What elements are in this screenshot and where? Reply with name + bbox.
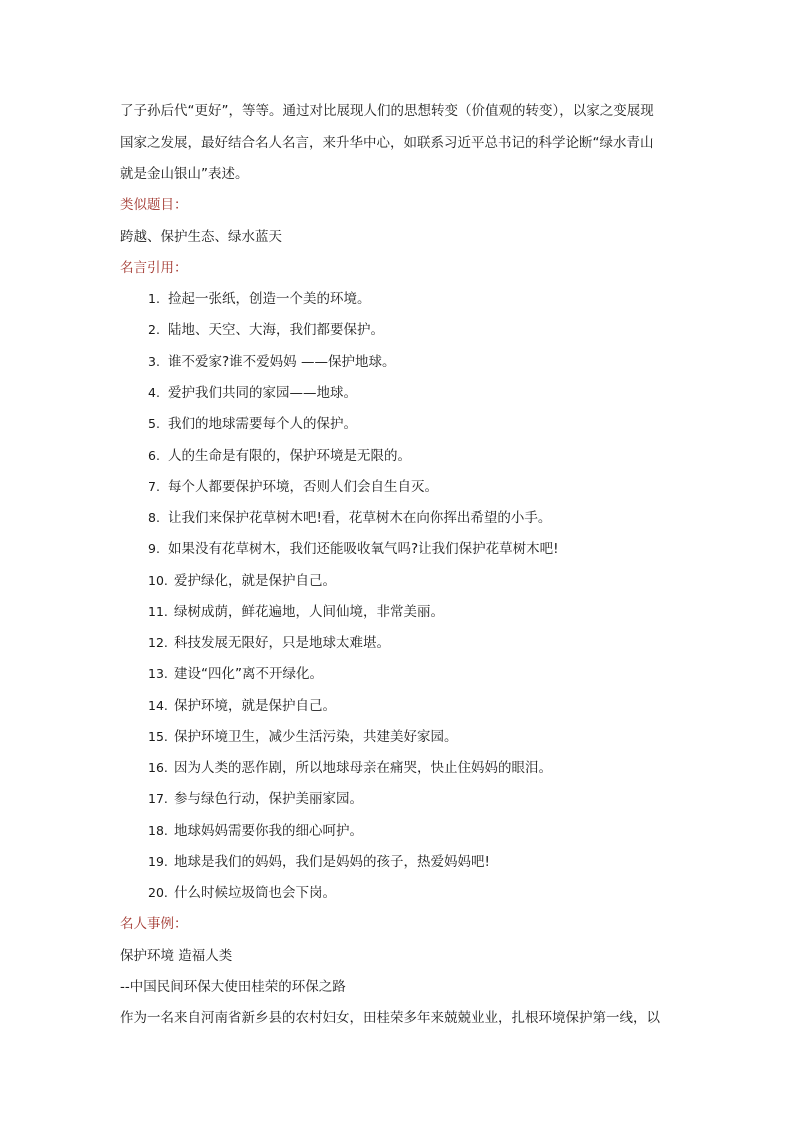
example-subtitle: --中国民间环保大使田桂荣的环保之路 [120, 979, 346, 995]
list-item: 7. 每个人都要保护环境，否则人们会自生自灭。 [148, 479, 438, 495]
quotes-heading: 名言引用： [120, 260, 188, 276]
intro-line-3: 就是金山银山”表述。 [120, 166, 249, 182]
example-title: 保护环境 造福人类 [120, 948, 233, 964]
list-item: 19. 地球是我们的妈妈，我们是妈妈的孩子，热爱妈妈吧! [148, 854, 490, 870]
list-item: 15. 保护环境卫生，减少生活污染，共建美好家园。 [148, 729, 458, 745]
list-item: 6. 人的生命是有限的，保护环境是无限的。 [148, 448, 411, 464]
intro-line-2: 国家之发展，最好结合名人名言，来升华中心，如联系习近平总书记的科学论断“绿水青山 [120, 135, 654, 151]
list-item: 8. 让我们来保护花草树木吧!看，花草树木在向你挥出希望的小手。 [148, 510, 552, 526]
list-item: 10. 爱护绿化，就是保护自己。 [148, 573, 336, 589]
list-item: 11. 绿树成荫，鲜花遍地，人间仙境，非常美丽。 [148, 604, 444, 620]
list-item: 12. 科技发展无限好，只是地球太难堪。 [148, 635, 390, 651]
list-item: 17. 参与绿色行动，保护美丽家园。 [148, 791, 363, 807]
intro-line-1: 了子孙后代“更好”，等等。通过对比展现人们的思想转变（价值观的转变），以家之变展现 [120, 103, 654, 119]
list-item: 16. 因为人类的恶作剧，所以地球母亲在痛哭，快止住妈妈的眼泪。 [148, 760, 552, 776]
list-item: 20. 什么时候垃圾筒也会下岗。 [148, 885, 336, 901]
similar-topics-text: 跨越、保护生态、绿水蓝天 [120, 229, 282, 245]
similar-topics-heading: 类似题目： [120, 197, 188, 213]
list-item: 2. 陆地、天空、大海，我们都要保护。 [148, 322, 384, 338]
list-item: 9. 如果没有花草树木，我们还能吸收氧气吗?让我们保护花草树木吧! [148, 541, 559, 557]
list-item: 1. 捡起一张纸，创造一个美的环境。 [148, 291, 371, 307]
examples-heading: 名人事例： [120, 916, 188, 932]
list-item: 13. 建设“四化”离不开绿化。 [148, 666, 323, 682]
list-item: 5. 我们的地球需要每个人的保护。 [148, 416, 357, 432]
list-item: 18. 地球妈妈需要你我的细心呵护。 [148, 823, 363, 839]
list-item: 4. 爱护我们共同的家园——地球。 [148, 385, 357, 401]
list-item: 3. 谁不爱家?谁不爱妈妈 ——保护地球。 [148, 354, 396, 370]
list-item: 14. 保护环境，就是保护自己。 [148, 698, 336, 714]
example-body: 作为一名来自河南省新乡县的农村妇女，田桂荣多年来兢兢业业，扎根环境保护第一线，以 [120, 1010, 660, 1026]
